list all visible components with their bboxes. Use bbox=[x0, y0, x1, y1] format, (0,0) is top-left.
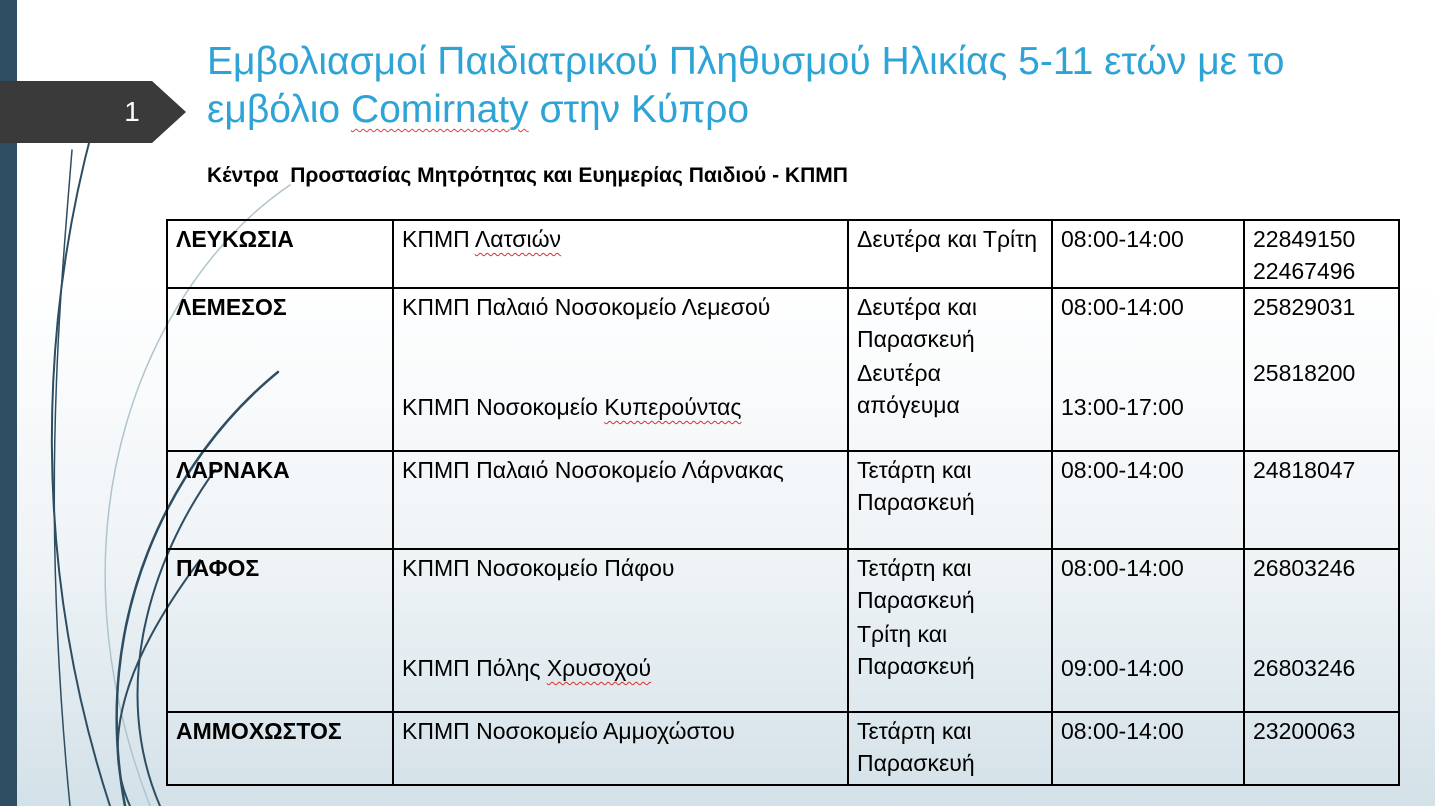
hours-text: 08:00-14:00 bbox=[1061, 294, 1184, 320]
center-cell bbox=[393, 549, 848, 712]
table-row bbox=[167, 451, 1399, 549]
city-cell: ΛΕΥΚΩΣΙΑ bbox=[167, 220, 393, 288]
hours-cell bbox=[1052, 549, 1244, 712]
hours-cell bbox=[1052, 288, 1244, 451]
center-cell: ΚΠΜΠ Παλαιό Νοσοκομείο Λάρνακας bbox=[393, 451, 848, 549]
phone-number: 26803246 bbox=[1253, 555, 1356, 581]
center-prefix: ΚΠΜΠ bbox=[402, 226, 475, 252]
phone-cell bbox=[1244, 220, 1399, 288]
days-cell: Τετάρτη και Παρασκευή bbox=[848, 712, 1052, 785]
city-cell: ΛΕΜΕΣΟΣ bbox=[167, 288, 393, 451]
table-row bbox=[167, 288, 1399, 451]
phone-number: 25818200 bbox=[1253, 360, 1356, 386]
center-name: ΚΠΜΠ Παλαιό Νοσοκομείο Λεμεσού bbox=[402, 294, 771, 320]
table-row bbox=[167, 712, 1399, 785]
hours-text: 13:00-17:00 bbox=[1061, 394, 1184, 420]
phone-number: 26803246 bbox=[1253, 655, 1356, 681]
phone-number: 22467496 bbox=[1253, 258, 1356, 284]
title-line-2-suffix: στην Κύπρο bbox=[528, 88, 750, 131]
phone-number: 25829031 bbox=[1253, 294, 1356, 320]
center-cell: ΚΠΜΠ Νοσοκομείο Αμμοχώστου bbox=[393, 712, 848, 785]
center-word: Λατσιών bbox=[474, 226, 562, 252]
slide-title bbox=[207, 38, 1422, 134]
center-cell bbox=[393, 288, 848, 451]
slide-subtitle: Κέντρα Προστασίας Μητρότητας και Ευημερίας Παιδιού - ΚΠΜΠ bbox=[207, 164, 848, 187]
phone-cell bbox=[1244, 288, 1399, 451]
title-line-1: Εμβολιασμοί Παιδιατρικού Πληθυσμού Ηλικίας 5-11 ετών με το bbox=[207, 40, 1285, 83]
city-cell: ΛΑΡΝΑΚΑ bbox=[167, 451, 393, 549]
hours-cell: 08:00-14:00 bbox=[1052, 220, 1244, 288]
phone-cell: 24818047 bbox=[1244, 451, 1399, 549]
hours-cell: 08:00-14:00 bbox=[1052, 451, 1244, 549]
days-cell bbox=[848, 288, 1052, 451]
center-name: ΚΠΜΠ Νοσοκομείο Πάφου bbox=[402, 555, 675, 581]
phone-cell bbox=[1244, 549, 1399, 712]
phone-cell: 23200063 bbox=[1244, 712, 1399, 785]
hours-text: 09:00-14:00 bbox=[1061, 655, 1184, 681]
center-word: Κυπερούντας bbox=[604, 394, 742, 420]
city-cell: ΠΑΦΟΣ bbox=[167, 549, 393, 712]
title-line-2-prefix: εμβόλιο bbox=[207, 88, 351, 131]
table-row bbox=[167, 220, 1399, 288]
center-name bbox=[402, 652, 839, 684]
table-row bbox=[167, 549, 1399, 712]
center-prefix: ΚΠΜΠ Πόλης bbox=[402, 655, 547, 681]
days-cell bbox=[848, 549, 1052, 712]
slide-number: 1 bbox=[124, 96, 140, 127]
hours-text: 08:00-14:00 bbox=[1061, 555, 1184, 581]
center-prefix: ΚΠΜΠ Νοσοκομείο bbox=[402, 394, 605, 420]
center-cell bbox=[393, 220, 848, 288]
days-text: Δευτέρα και Παρασκευή bbox=[857, 294, 977, 352]
city-cell: ΑΜΜΟΧΩΣΤΟΣ bbox=[167, 712, 393, 785]
center-word: Χρυσοχού bbox=[546, 655, 652, 681]
title-brand-name: Comirnaty bbox=[350, 88, 529, 131]
days-text: Τετάρτη και Παρασκευή bbox=[857, 555, 975, 613]
days-text: Τρίτη και Παρασκευή bbox=[857, 621, 975, 679]
schedule-table bbox=[166, 219, 1400, 786]
slide-number-tab bbox=[0, 81, 186, 143]
days-text: Δευτέρα απόγευμα bbox=[857, 360, 960, 418]
title-line-2 bbox=[207, 86, 1422, 134]
days-cell: Τετάρτη και Παρασκευή bbox=[848, 451, 1052, 549]
days-cell: Δευτέρα και Τρίτη bbox=[848, 220, 1052, 288]
center-name bbox=[402, 391, 839, 423]
hours-cell: 08:00-14:00 bbox=[1052, 712, 1244, 785]
phone-number: 22849150 bbox=[1253, 226, 1356, 252]
